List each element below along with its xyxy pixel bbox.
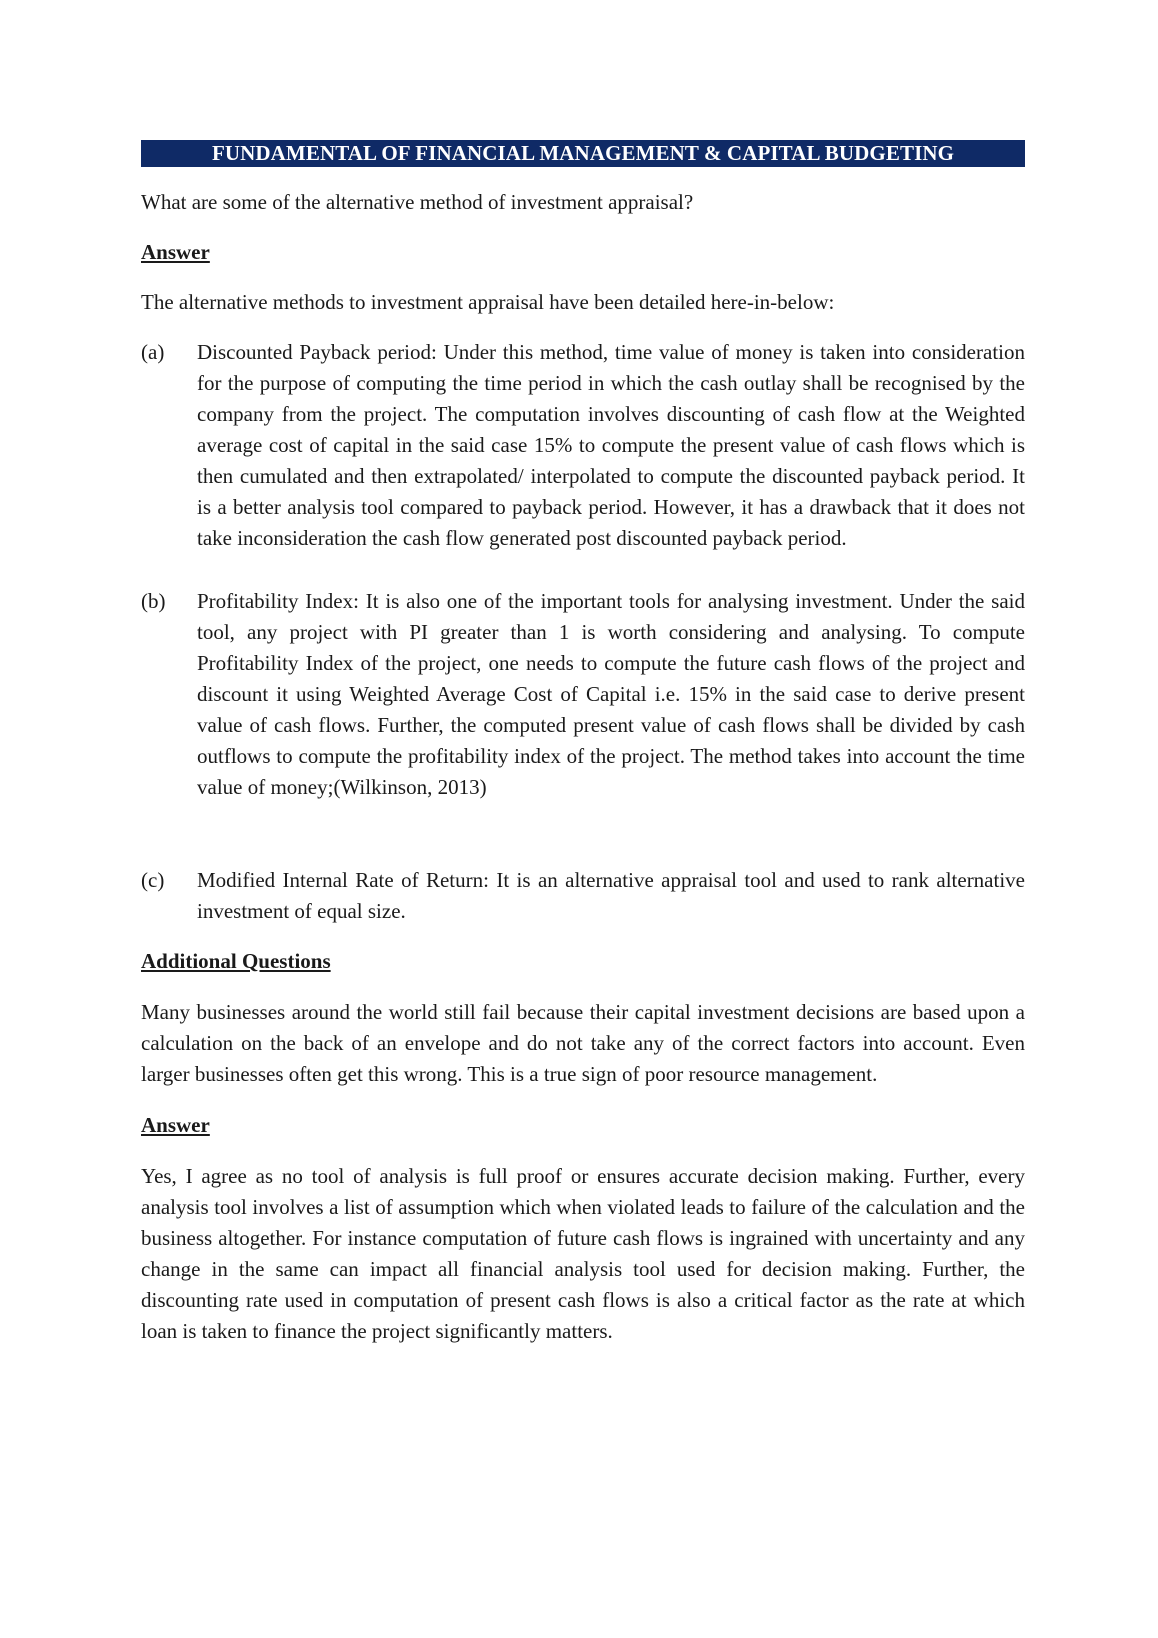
document-page (141, 140, 1025, 1347)
list-marker: (c) (141, 868, 165, 892)
additional-questions-heading: Additional Questions (141, 949, 331, 973)
list-item-b (141, 586, 1025, 803)
question-text: What are some of the alternative method of investment appraisal? (141, 190, 694, 214)
answer-intro: The alternative methods to investment appraisal have been detailed here-in-below: (141, 290, 835, 314)
list-item-a (141, 337, 1025, 554)
list-item-text: Discounted Payback period: Under this method, time value of money is taken into consideration for the purpose of computing the time period in which the cash outlay shall be recognised by the company from the project. The computation involves discounting of cash flow at the Weighted average cost of capital in the said case 15% to compute the present value of cash flows which is then cumulated and then extrapolated/ interpolated to compute the discounted payback period. It is a better analysis tool compared to payback period. However, it has a drawback that it does not take inconsideration the cash flow generated post discounted payback period. (197, 340, 1025, 550)
answer-text-2: Yes, I agree as no tool of analysis is full proof or ensures accurate decision making. Further, every analysis tool involves a list of assumption which when violated leads to failure of the calculation and the business altogether. For instance computation of future cash flows is ingrained with uncertainty and any change in the same can impact all financial analysis tool used for decision making. Further, the discounting rate used in computation of present cash flows is also a critical factor as the rate at which loan is taken to finance the project significantly matters. (141, 1164, 1025, 1343)
list-marker: (b) (141, 589, 166, 613)
answer-heading-2: Answer (141, 1113, 210, 1137)
list-marker: (a) (141, 340, 165, 364)
list-item-text: Profitability Index: It is also one of the important tools for analysing investment. Under the said tool, any project with PI greater than 1 is worth considering and analysing. To compute Profitability Index of the project, one needs to compute the future cash flows of the project and discount it using Weighted Average Cost of Capital i.e. 15% in the said case to derive present value of cash flows. Further, the computed present value of cash flows shall be divided by cash outflows to compute the profitability index of the project. The method takes into account the time value of money;(Wilkinson, 2013) (197, 589, 1025, 799)
list-item-c (141, 865, 1025, 927)
additional-statement: Many businesses around the world still fail because their capital investment decisions are based upon a calculation on the back of an envelope and do not take any of the correct factors into account. Even larger businesses often get this wrong. This is a true sign of poor resource management. (141, 1000, 1025, 1086)
answer-heading: Answer (141, 240, 210, 264)
list-item-text: Modified Internal Rate of Return: It is an alternative appraisal tool and used to rank alternative investment of equal size. (197, 868, 1025, 923)
document-title: FUNDAMENTAL OF FINANCIAL MANAGEMENT & CAPITAL BUDGETING (141, 140, 1025, 167)
